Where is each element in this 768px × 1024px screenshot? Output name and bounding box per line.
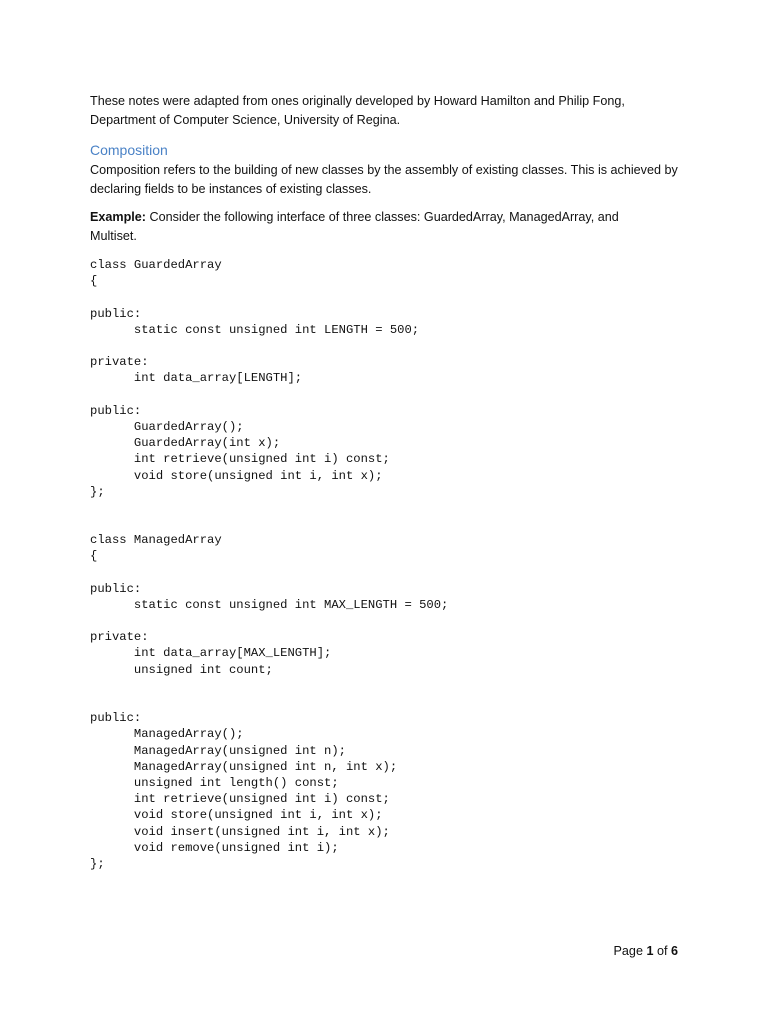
- code-line: void insert(unsigned int i, int x);: [90, 824, 390, 839]
- paragraph-line: declaring fields to be instances of existing classes.: [90, 182, 372, 196]
- paragraph-line: Multiset.: [90, 229, 137, 243]
- intro-paragraph: [90, 92, 690, 130]
- intro-line: Department of Computer Science, University of Regina.: [90, 113, 401, 127]
- code-line: ManagedArray(unsigned int n);: [90, 743, 346, 758]
- code-line: public:: [90, 403, 142, 418]
- code-line: ManagedArray(unsigned int n, int x);: [90, 759, 398, 774]
- code-line: };: [90, 484, 105, 499]
- code-line: };: [90, 857, 105, 872]
- paragraph-line: [90, 208, 690, 227]
- code-line: ManagedArray();: [90, 727, 244, 742]
- code-line: unsigned int length() const;: [90, 776, 339, 791]
- code-line: {: [90, 549, 98, 564]
- code-line: void store(unsigned int i, int x);: [90, 808, 383, 823]
- page-label: Page: [613, 944, 647, 958]
- page-of-label: of: [653, 944, 671, 958]
- page-number: [614, 944, 678, 958]
- section-heading: Composition: [90, 142, 168, 158]
- code-line: {: [90, 274, 98, 289]
- total-pages: 6: [670, 944, 678, 958]
- example-paragraph: [90, 208, 690, 246]
- current-page: 1: [646, 944, 654, 958]
- code-line: unsigned int count;: [90, 662, 273, 677]
- code-block-guarded-array: [90, 257, 419, 500]
- code-line: class ManagedArray: [90, 533, 222, 547]
- code-line: static const unsigned int LENGTH = 500;: [90, 322, 420, 337]
- code-line: private:: [90, 355, 149, 370]
- code-line: private:: [90, 630, 149, 645]
- code-line: int retrieve(unsigned int i) const;: [90, 452, 390, 467]
- paragraph-line: Composition refers to the building of new classes by the assembly of existing classes. This is achieved by: [90, 163, 678, 177]
- code-block-managed-array: [90, 532, 448, 872]
- code-line: public:: [90, 306, 142, 321]
- code-line: int data_array[MAX_LENGTH];: [90, 646, 332, 661]
- intro-line: These notes were adapted from ones originally developed by Howard Hamilton and Philip Fong,: [90, 94, 625, 108]
- code-line: class GuardedArray: [90, 258, 222, 272]
- code-line: static const unsigned int MAX_LENGTH = 500;: [90, 597, 449, 612]
- code-line: int retrieve(unsigned int i) const;: [90, 792, 390, 807]
- example-text: Consider the following interface of three classes: GuardedArray, ManagedArray, and: [146, 210, 619, 224]
- code-line: void remove(unsigned int i);: [90, 840, 339, 855]
- code-line: GuardedArray();: [90, 420, 244, 435]
- code-line: void store(unsigned int i, int x);: [90, 468, 383, 483]
- code-line: int data_array[LENGTH];: [90, 371, 303, 386]
- code-line: GuardedArray(int x);: [90, 436, 281, 451]
- example-label: Example:: [90, 210, 146, 224]
- code-line: public:: [90, 581, 142, 596]
- composition-paragraph: [90, 161, 690, 199]
- code-line: public:: [90, 711, 142, 726]
